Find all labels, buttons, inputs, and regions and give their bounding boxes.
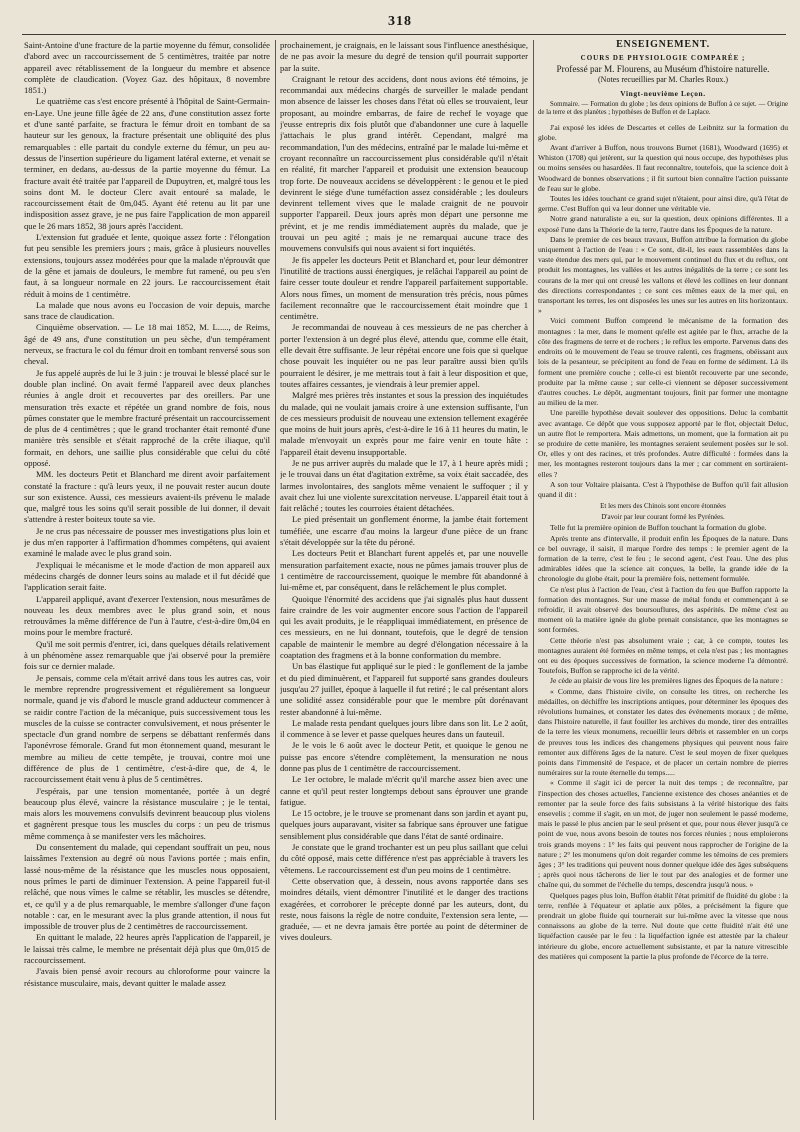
paragraph: Je ne crus pas nécessaire de pousser mes investigations plus loin et je dus m'en rapporter à l'affirmation d'hommes compétens, qui avaient examiné le malade avec le plus grand soin. [24, 525, 270, 559]
paragraph: L'appareil appliqué, avant d'exercer l'extension, nous mesurâmes de nouveau les deux membres avec le plus grand soin, et nous retrouvâmes la même différence de l'un à l'autre, c'est-à-dire 0m,04 en moins pour le membre fracturé. [24, 593, 270, 638]
paragraph: Voici comment Buffon comprend le mécanisme de la formation des montagnes : la mer, dans le moment qu'elle est agitée par le flux, arrache de la côte des fragmens de terre et de rochers ; le reflux les emporte. Parvenus dans des endroits où le mouvement de l'eau se trouve ralenti, ces fragmens, obéissant aux lois de la pesanteur, se précipitent au fond de l'eau en forme de sédiment. Là ils forment une première couche ; celle-ci est bientôt recouverte par une seconde, produite par la même cause ; sur celle-ci viennent se déposer successivement d'autres couches. Le dépôt, augmentant toujours, finit par former une montagne au milieu de la mer. [538, 316, 788, 408]
paragraph: Je recommandai de nouveau à ces messieurs de ne pas chercher à porter l'extension à un degré plus élevé, attendu que, comme elle était, elle devait être suffisante. Je leur répétai encore une fois que si quelque chose pouvait les inquiéter ou ne pas leur paraître aussi bien qu'ils pourraient le désirer, je me mettrais tout à fait à leur disposition et que, toutes affaires cessantes, je viendrais à leur premier appel. [280, 322, 528, 389]
page-number: 318 [388, 14, 412, 29]
paragraph: Je fis appeler les docteurs Petit et Blanchard et, pour leur démontrer l'inutilité de tractions aussi énergiques, je relâchai l'appareil au point de faire cesser toute douleur et rendre l'appareil parfaitement supportable. Alors nous fîmes, un moment de mensuration très précis, nous pûmes facilement reconnaître que le raccourcissement était moindre que 1 centimètre. [280, 254, 528, 322]
paragraph: Saint-Antoine d'une fracture de la partie moyenne du fémur, consolidée d'abord avec un raccourcissement de 5 centimètres, traitée par notre appareil avec rétablissement de la longueur du membre et absence complète de claudication. (Voyez Gaz. des hôpitaux, 8 novembre 1851.) [24, 40, 270, 96]
column-right [538, 40, 788, 1120]
paragraph: En quittant le malade, 22 heures après l'application de l'appareil, je le laissai très calme, le membre ne présentait déjà plus que 0m,015 de raccourcissement. [24, 932, 270, 966]
paragraph: Cinquième observation. — Le 18 mai 1852, M. L....., de Reims, âgé de 49 ans, d'une constitution un peu sèche, d'un tempérament nerveux, se fractura le col du fémur droit en tombant renversé sous son cheval. [24, 322, 270, 367]
paragraph: Un bas élastique fut appliqué sur le pied : le gonflement de la jambe et du pied diminuèrent, et l'appareil fut supporté sans grandes douleurs jusqu'au 27 juillet, époque à laquelle il fut retiré ; le cal présentant alors une solidité assez considérable pour que le membre pût dorénavant rester abandonné à lui-même. [280, 661, 528, 717]
paragraph: Je ne pus arriver auprès du malade que le 17, à 1 heure après midi ; je le trouvai dans un état d'agitation extrême, sa voix était saccadée, des larmes involontaires, des sanglots même venaient le suffoquer ; il y avait chez lui une violente surexcitation nerveuse. L'appareil était tout à fait relâché ; toutes les courroies étaient détachées. [280, 457, 528, 514]
paragraph: Cette théorie n'est pas absolument vraie ; car, à ce compte, toutes les montagnes auraient été formées en même temps, et cela n'est pas ; les montagnes ont eu des époques successives de formation, la science moderne l'a démontré. Toutefois, Buffon se rapproche ici de la vérité. [538, 635, 788, 676]
paragraph: Notre grand naturaliste a eu, sur la question, deux opinions différentes. Il a exposé l'une dans la Théorie de la terre, l'autre dans les Époques de la nature. [538, 214, 788, 234]
paragraph: Cette observation que, à dessein, nous avons rapportée dans ses moindres détails, vient démontrer l'inutilité et le danger des tractions exagérées, et corroborer le précepte donné par les auteurs, dont, du reste, nous faisons la règle de notre conduite, l'extension sera lente, — graduée, — et ne devra jamais être portée au point de déterminer de vives douleurs. [280, 875, 528, 943]
paragraph: Le malade resta pendant quelques jours libre dans son lit. Le 2 août, il commence à se lever et passe quelques heures dans un fauteuil. [280, 717, 528, 740]
paragraph: Avant d'arriver à Buffon, nous trouvons Burnet (1681), Woodward (1695) et Whiston (1708) qui jetèrent, sur la question qui nous occupe, des hypothèses plus ou moins sensées ou hasardées. Il faut reconnaître, toutefois, que la science doit à Woodward de bonnes observations ; il fit surtout bien connaître l'action puissante de l'eau sur le globe. [538, 143, 788, 193]
paragraph: Les docteurs Petit et Blanchart furent appelés et, par une nouvelle mensuration parfaitement exacte, nous ne pûmes jamais trouver plus de 1 centimètre de raccourcissement, quoique le membre fût abandonné à lui-même et, par conséquent, dans le relâchement le plus complet. [280, 548, 528, 593]
paragraph: Dans le premier de ces beaux travaux, Buffon attribue la formation du globe uniquement à l'action de l'eau : « Ce sont, dit-il, les eaux rassemblées dans la vaste étendue des mers qui, par le mouvement continuel du flux et du reflux, ont produit les montagnes, les vallées et les autres inégalités de la terre ; ce sont les courans de la mer qui ont creusé les vallons et élevé les collines en leur donnant des directions correspondantes ; ce sont ces mêmes eaux de la mer qui, en transportant les terres, les ont disposées les unes sur les autres en lits horizontaux. » [538, 234, 788, 316]
paragraph: J'ai exposé les idées de Descartes et celles de Leibnitz sur la formation du globe. [538, 122, 788, 142]
column-divider [533, 40, 534, 1120]
paragraph: J'expliquai le mécanisme et le mode d'action de mon appareil aux médecins chargés de donner leurs soins au malade et il fut décidé que l'application serait faite. [24, 559, 270, 593]
paragraph: MM. les docteurs Petit et Blanchard me dirent avoir parfaitement constaté la fracture : qu'à leurs yeux, il ne pouvait rester aucun doute sur son existence. Aussi, ces messieurs avaient-ils prévenu le malade que, malgré tous les soins qu'il serait possible de lui donner, il devait s'attendre à rester boiteux toute sa vie. [24, 469, 270, 525]
paragraph: Le 15 octobre, je le trouve se promenant dans son jardin et ayant pu, quelques jours auparavant, visiter sa fabrique sans éprouver une fatigue sensiblement plus considérable que dans l'état de santé ordinaire. [280, 808, 528, 841]
verse-line: Et les mers des Chinois sont encore étonnées [600, 502, 726, 511]
paragraph: La malade que nous avons eu l'occasion de voir depuis, marche sans trace de claudication. [24, 299, 270, 322]
header-rule [22, 34, 786, 35]
paragraph: Le pied présentait un gonflement énorme, la jambe était fortement tuméfiée, une escarre d'au moins la largeur d'une pièce de un franc s'était développée sur la tête du péroné. [280, 514, 528, 548]
column-divider [275, 40, 276, 1120]
paragraph: Je pensais, comme cela m'était arrivé dans tous les autres cas, voir le membre reprendre progressivement et régulièrement sa longueur normale, quand je vis d'abord le muscle grand adducteur commencer à se raidir contre l'action de la mécanique, puis successivement tous les muscles de la cuisse se contracter convulsivement, et nous présenter le spectacle d'un grand nombre de serpens se débattant renfermés dans l'aponévrose fémorale. Grand fut mon étonnement quand, mesurant le membre au milieu de cette tempête, je trouvai, contre moi une différence de plus de 1 centimètre, c'est-à-dire que, de 4, le raccourcissement était venu à plus de 5 centimètres. [24, 672, 270, 785]
paragraph: Une pareille hypothèse devait soulever des oppositions. Deluc la combattit avec avantage. Ce dépôt que vous supposez apporté par le flot, objectait Deluc, un autre flot le remportera. Mais admettons, un moment, que la formation ait pu se produire de cette manière, les montagnes seraient seulement posées sur le sol. Or, elles y ont des racines, et très profondes. Autre difficulté : formées dans la mer, les montagnes resteront toujours dans la mer ; car comment en sortiraient-elles ? [538, 408, 788, 479]
paragraph: L'extension fut graduée et lente, quoique assez forte : l'élongation fut peu sensible les premiers jours ; mais, grâce à plusieurs nouvelles extensions, toujours assez modérées pour que la malade n'éprouvât que de la gêne et jamais de douleurs, le membre fut ramené, ou peu s'en faut, à sa longueur normale en 22 jours. Le raccourcissement était réduit à moins de 1 centimètre. [24, 232, 270, 299]
lesson-title: Vingt-neuvième Leçon. [620, 88, 706, 98]
section-heading: ENSEIGNEMENT. [616, 40, 710, 50]
column-left [24, 40, 270, 1120]
paragraph: J'espérais, par une tension momentanée, portée à un degré beaucoup plus élevé, vaincre la résistance musculaire ; je le tentai, mais alors les mouvemens convulsifs devinrent beaucoup plus violens et gagnèrent presque tous les muscles du corps : un peu de trismus même commença à se manifester vers les mâchoires. [24, 785, 270, 841]
paragraph: Toutes les idées touchant ce grand sujet n'étaient, pour ainsi dire, qu'à l'état de germe. C'est Buffon qui va leur donner une véritable vie. [538, 194, 788, 214]
paragraph: Quelques pages plus loin, Buffon établit l'état primitif de fluidité du globe : la terre, renflée à l'équateur et aplatie aux pôles, a précisément la figure que prendrait un globe fluide qui tournerait sur lui-même avec la vitesse que nous connaissons au globe de la terre. Nul doute que cette fluidité n'ait été une liquéfaction causée par le feu : la liquéfaction ignée est attestée par la chaleur intérieure du globe, encore actuellement subsistante, et par la nature vitrescible des matières qui composent la partie la plus profonde de l'écorce de la terre. [538, 890, 788, 961]
paragraph: Après trente ans d'intervalle, il produit enfin les Époques de la nature. Dans ce bel ouvrage, il saisit, il marque l'ordre des temps : le premier agent de la formation de la terre, c'est le feu ; le second agent, c'est l'eau. Une des plus admirables idées que la science ait conçues, la belle, la grande idée de la chronologie du globe était, pour la première fois, nettement formulée. [538, 533, 788, 584]
paragraph: A son tour Voltaire plaisanta. C'est à l'hypothèse de Buffon qu'il fait allusion quand il dit : [538, 479, 788, 499]
paragraph: Telle fut la première opinion de Buffon touchant la formation du globe. [550, 523, 767, 533]
professor-line: Professé par M. Flourens, au Muséum d'histoire naturelle. [556, 64, 770, 75]
notes-credit: (Notes recueillies par M. Charles Roux.) [598, 75, 728, 85]
paragraph: Le 1er octobre, le malade m'écrit qu'il marche assez bien avec une canne et qu'il peut rester longtemps debout sans éprouver une grande fatigue. [280, 774, 528, 807]
paragraph: Qu'il me soit permis d'entrer, ici, dans quelques détails relativement à un phénomène assez remarquable que j'ai observé pour la première fois sur ce dernier malade. [24, 638, 270, 672]
paragraph: Le quatrième cas s'est encore présenté à l'hôpital de Saint-Germain-en-Laye. Une jeune fille âgée de 22 ans, d'une constitution assez forte et d'une santé parfaite, se fractura le fémur droit en tombant de sa hauteur sur les genoux, la fracture présentait une obliquité des plus remarquables : elle partait du condyle externe du fémur, un peu au-dessus de l'insertion supérieure du ligament latéral externe, et venait se terminer, en dedans, au-dessus de la partie moyenne du fémur. La fracture avait été traitée par l'appareil de Dupuytren, et, malgré tous les soins dont M. le docteur Clerc avait entouré sa malade, le raccourcissement était de 0m,045. Ayant été retenu au lit par une indisposition assez grave, je ne pus faire l'application de mon appareil que le 26 mars 1852, 38 jours après l'accident. [24, 96, 270, 231]
paragraph: Malgré mes prières très instantes et sous la pression des inquiétudes du malade, qui ne voulait jamais croire à une extension suffisante, l'un de ces messieurs produisit de nouveau une extension tellement exagérée que moins de huit jours après, c'est-à-dire le 16 à 11 heures du matin, le malade m'envoyait un exprès pour me faire venir en toute hâte : l'appareil était devenu insupportable. [280, 390, 528, 457]
course-title: COURS DE PHYSIOLOGIE COMPARÉE ; [580, 54, 746, 63]
column-middle [280, 40, 528, 1120]
paragraph: Je fus appelé auprès de lui le 3 juin : je trouvai le blessé placé sur le double plan incliné. On avait fermé l'appareil avec deux planches réunies à angle droit et recouvertes par des oreillers. Par une mensuration très exacte et répétée un grand nombre de fois, nous pûmes constater que le membre fracturé présentait un raccourcissement de plus de 4 centimètres ; que le grand trochanter était remonté d'une manière très sensible et s'était rapproché de la crête iliaque, qu'il formait, en dehors, une saillie plus considérable que celui du côté opposé. [24, 367, 270, 468]
paragraph: « Comme il s'agit ici de percer la nuit des temps ; de reconnaître, par l'inspection des choses actuelles, l'ancienne existence des choses anéanties et de remonter par la seule force des faits subsistans à la vérité historique des faits ensevelis ; comme il s'agit, en un mot, de juger non seulement le passé moderne, mais le passé le plus ancien par le seul présent et que, pour nous élever jusqu'à ce point de vue, nous avons besoin de toutes nos forces réunies ; nous emploierons trois grands moyens : 1° les faits qui peuvent nous rapprocher de l'origine de la nature ; 2° les monumens qu'on doit regarder comme les témoins de ces premiers âges ; 3° les traditions qui peuvent nous donner quelque idée des âges subséquens ; après quoi nous tâcherons de lier le tout par des analogies et de former une chaîne qui, du sommet de l'échelle du temps, descendra jusqu'à nous. » [538, 778, 788, 890]
paragraph: Je constate que le grand trochanter est un peu plus saillant que celui du côté opposé, mais cette différence n'est pas appréciable à travers les vêtemens. Le raccourcissement est d'un peu moins de 1 centimètre. [280, 842, 528, 875]
paragraph: prochainement, je craignais, en le laissant sous l'influence anesthésique, de ne pas avoir la mesure du degré de tension qu'il pourrait supporter par la suite. [280, 40, 528, 73]
paragraph: Du consentement du malade, qui cependant souffrait un peu, nous laissâmes l'extension au degré où nous l'avions portée ; mais enfin, lassé nous-même de la résistance que les muscles nous opposaient, nous prîmes le parti de diminuer l'extension. A peine l'appareil fut-il relâché, que nous vîmes le calme se rétablir, les muscles se détendre, et, ce qu'il y a de plus remarquable, le membre s'allonger d'une façon notable : car, en le mesurant avec la plus grande attention, il nous fut impossible de trouver plus de 2 centimètres de raccourcissement. [24, 842, 270, 932]
paragraph: Quoique l'énormité des accidens que j'ai signalés plus haut dussent faire craindre de les voir augmenter encore sous l'action de l'appareil qui les avait produits, je le réappliquai immédiatement, en présence de ces messieurs, en ne lui donnant, toutefois, que le degré de tension capable de maintenir le membre au degré d'élongation nécessaire à la coaptation des fragmens et à la bonne conformation du membre. [280, 593, 528, 661]
paragraph: J'avais bien pensé avoir recours au chloroforme pour vaincre la résistance musculaire, mais, devant quitter le malade assez [24, 966, 270, 988]
paragraph: Craignant le retour des accidens, dont nous avions été témoins, je recommandai aux médecins chargés de surveiller le malade pendant mon absence de laisser les choses dans l'état où elles se trouvaient, leur proposant, au moindre embarras, de faire de rechef le voyage que j'eusse entrepris dix fois plutôt que d'abandonner une cure à laquelle j'attachais le plus grand intérêt. Cependant, malgré ma recommandation, l'un des médecins, entraîné par le malade lui-même et croyant reconnaître un raccourcissement plus considérable qu'il n'était en réalité, fit marcher l'appareil et produisit une extension beaucoup trop forte. De nouveaux accidens se développèrent : le genou et le pied devinrent le siége d'une tuméfaction assez considérable ; les douleurs devinrent tellement vives que le malade craignit de ne pouvoir supporter l'appareil. Deux jours après mon départ une personne me prévint, et je me rendis immédiatement auprès du malade, que je trouvai un peu agité ; mais je ne remarquai aucune trace des mouvemens convulsifs qui nous avaient si fort inquiétés. [280, 73, 528, 254]
verse-line: D'avoir par leur courant formé les Pyrénées. [601, 512, 725, 521]
paragraph: Je le vois le 6 août avec le docteur Petit, et quoique le genou ne puisse pas encore s'étendre complètement, la mensuration ne nous donne pas plus de 1 centimètre de raccourcissement. [280, 740, 528, 773]
paragraph: Je cède au plaisir de vous lire les premières lignes des Époques de la nature : [550, 676, 784, 686]
paragraph: Ce n'est plus à l'action de l'eau, c'est à l'action du feu que Buffon rapporte la formation des montagnes. Sur une masse de métal fondu et commençant à se refroidir, il avait observé des boursouflures, des aspérités. De même c'est au moment où la matière ignée du globe prenait consistance, que les montagnes se sont formées. [538, 584, 788, 635]
summary: Sommaire. — Formation du globe ; les deux opinions de Buffon à ce sujet. — Origine de la terre et des planètes ; hypothèses de Buffon et de Laplace. [538, 100, 788, 117]
paragraph: « Comme, dans l'histoire civile, on consulte les titres, on recherche les médailles, on déchiffre les inscriptions antiques, pour déterminer les époques des révolutions humaines, et constater les dates des événements moraux ; de même, dans l'histoire naturelle, il faut fouiller les archives du monde, tirer des entrailles de la terre les vieux monumens, recueillir leurs débris et rassembler en un corps de preuves tous les indices des changemens physiques qui peuvent nous faire remonter aux différens âges de la nature. C'est le seul moyen de fixer quelques points dans l'immensité de l'espace, et de placer un certain nombre de pierres numéraires sur la route éternelle du temps..... [538, 686, 788, 778]
